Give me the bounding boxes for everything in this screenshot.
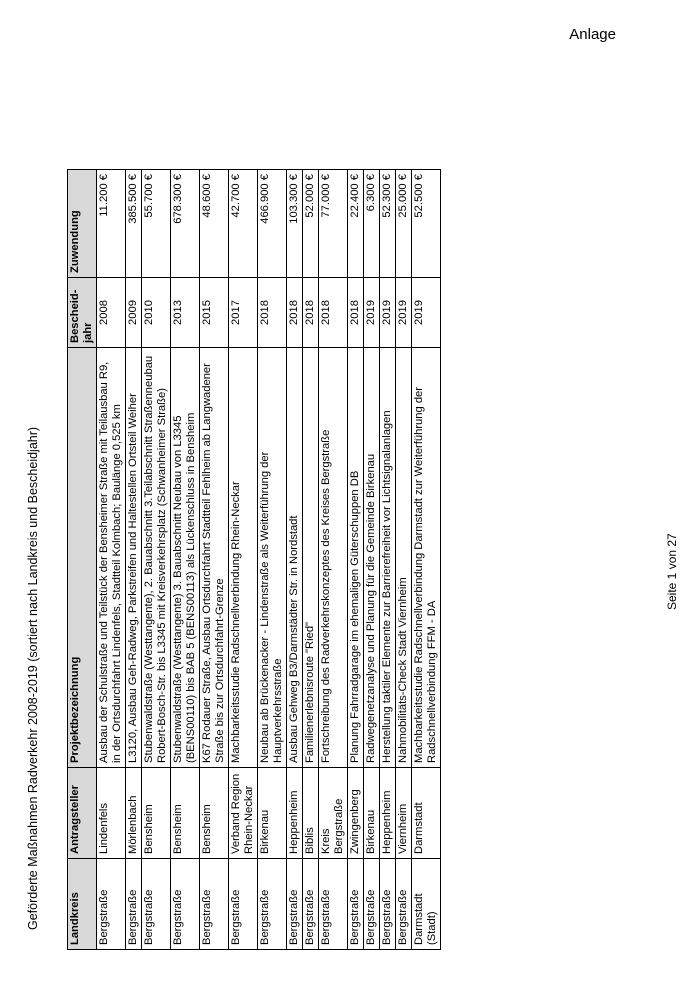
cell-zuwendung: 103.300 € (287, 170, 303, 278)
table-row (287, 170, 303, 950)
cell-landkreis: Bergstraße (142, 859, 171, 950)
table-row (258, 170, 287, 950)
cell-projekt: K67 Rodauer Straße, Ausbau Ortsdurchfahrt Stadtteil Fehlheim ab Langwadener Straße bis zur Ortsdurchfahrt-Grenze (200, 348, 229, 768)
cell-jahr: 2008 (97, 278, 126, 348)
cell-projekt: Machbarkeitsstudie Radschnellverbindung Rhein-Neckar (229, 348, 258, 768)
cell-jahr: 2018 (258, 278, 287, 348)
cell-zuwendung: 466.900 € (258, 170, 287, 278)
cell-landkreis: Bergstraße (319, 859, 348, 950)
cell-jahr: 2010 (142, 278, 171, 348)
table-row (319, 170, 348, 950)
table-row (364, 170, 380, 950)
cell-projekt: Stubenwaldstraße (Westtangente), 2. Bauabschnitt 3.Teilabschnitt Straßenneubau Robert-Bosch-Str. bis L3345 mit Kreisverkehrsplatz (Schwanheimer Straße) (142, 348, 171, 768)
cell-landkreis: Bergstraße (258, 859, 287, 950)
cell-landkreis: Bergstraße (287, 859, 303, 950)
cell-antragsteller: Heppenheim (287, 768, 303, 859)
table-row (348, 170, 364, 950)
cell-jahr: 2018 (303, 278, 319, 348)
cell-projekt: L3120, Ausbau Geh-Radweg, Parkstreifen und Haltestellen Ortsteil Weiher (126, 348, 142, 768)
table-row (412, 170, 441, 950)
cell-landkreis: Bergstraße (200, 859, 229, 950)
cell-jahr: 2019 (380, 278, 396, 348)
cell-antragsteller: Zwingenberg (348, 768, 364, 859)
cell-projekt: Ausbau der Schulstraße und Teilstück der Bensheimer Straße mit Teilausbau R9, in der Ortsdurchfahrt Lindenfels, Stadtteil Kolmbach; Baulänge 0,525 km (97, 348, 126, 768)
cell-jahr: 2009 (126, 278, 142, 348)
cell-zuwendung: 55.700 € (142, 170, 171, 278)
cell-zuwendung: 385.500 € (126, 170, 142, 278)
header-zuwendung: Zuwendung (68, 170, 97, 278)
cell-antragsteller: Bensheim (171, 768, 200, 859)
cell-zuwendung: 25.000 € (396, 170, 412, 278)
cell-zuwendung: 52.500 € (412, 170, 441, 278)
table-row (396, 170, 412, 950)
cell-jahr: 2015 (200, 278, 229, 348)
cell-projekt: Fortschreibung des Radverkehrskonzeptes des Kreises Bergstraße (319, 348, 348, 768)
cell-antragsteller: Bensheim (200, 768, 229, 859)
cell-landkreis: Bergstraße (97, 859, 126, 950)
table-row (200, 170, 229, 950)
cell-antragsteller: Kreis Bergstraße (319, 768, 348, 859)
cell-landkreis: Bergstraße (126, 859, 142, 950)
table-row (380, 170, 396, 950)
cell-zuwendung: 11.200 € (97, 170, 126, 278)
cell-landkreis: Bergstraße (364, 859, 380, 950)
table-caption (26, 400, 40, 930)
cell-projekt: Neubau ab Brückenacker - Lindenstraße als Weiterführung der Hauptverkehrsstraße (258, 348, 287, 768)
page-number (653, 470, 679, 610)
cell-antragsteller: Biblis (303, 768, 319, 859)
header-jahr: Bescheid-jahr (68, 278, 97, 348)
cell-jahr: 2018 (287, 278, 303, 348)
cell-projekt: Machbarkeitsstudie Radschnellverbindung Darmstadt zur Weiterführung der Radschnellverbindung FFM - DA (412, 348, 441, 768)
cell-landkreis: Bergstraße (303, 859, 319, 950)
cell-antragsteller: Heppenheim (380, 768, 396, 859)
cell-antragsteller: Bensheim (142, 768, 171, 859)
cell-antragsteller: Verband Region Rhein-Neckar (229, 768, 258, 859)
cell-zuwendung: 52.000 € (303, 170, 319, 278)
cell-antragsteller: Birkenau (258, 768, 287, 859)
cell-antragsteller: Viernheim (396, 768, 412, 859)
cell-antragsteller: Birkenau (364, 768, 380, 859)
cell-zuwendung: 22.400 € (348, 170, 364, 278)
cell-antragsteller: Lindenfels (97, 768, 126, 859)
table-row (97, 170, 126, 950)
funding-table (67, 169, 441, 950)
table-header-row (68, 170, 97, 950)
cell-jahr: 2018 (319, 278, 348, 348)
cell-landkreis: Bergstraße (171, 859, 200, 950)
cell-zuwendung: 678.300 € (171, 170, 200, 278)
table-row (171, 170, 200, 950)
table-row (303, 170, 319, 950)
annex-label: Anlage (569, 26, 616, 43)
cell-jahr: 2018 (348, 278, 364, 348)
table-caption-text: Geförderte Maßnahmen Radverkehr 2008-2019 (sortiert nach Landkreis und Bescheidjahr) (26, 426, 40, 930)
cell-projekt: Herstellung taktiler Elemente zur Barrierefreiheit vor Lichtsignalanlagen (380, 348, 396, 768)
cell-antragsteller: Darmstadt (412, 768, 441, 859)
page-number-text: Seite 1 von 27 (665, 533, 679, 610)
cell-projekt: Stubenwaldstraße (Westtangente) 3. Bauabschnitt Neubau von L3345 (BENS00110) bis BAB 5 (BENS00113) als Lückenschluss in Bensheim (171, 348, 200, 768)
cell-antragsteller: Mörlenbach (126, 768, 142, 859)
funding-table-wrapper (67, 170, 619, 950)
cell-landkreis: Bergstraße (396, 859, 412, 950)
cell-projekt: Nahmobilitäts-Check Stadt Viernheim (396, 348, 412, 768)
cell-jahr: 2017 (229, 278, 258, 348)
cell-jahr: 2013 (171, 278, 200, 348)
cell-landkreis: Bergstraße (229, 859, 258, 950)
cell-landkreis: Bergstraße (380, 859, 396, 950)
cell-projekt: Ausbau Gehweg B3/Darmstädter Str. in Nordstadt (287, 348, 303, 768)
cell-jahr: 2019 (412, 278, 441, 348)
cell-jahr: 2019 (364, 278, 380, 348)
header-landkreis: Landkreis (68, 859, 97, 950)
cell-jahr: 2019 (396, 278, 412, 348)
cell-zuwendung: 77.000 € (319, 170, 348, 278)
cell-projekt: Familienerlebnisroute "Ried" (303, 348, 319, 768)
cell-projekt: Radwegenetzanalyse und Planung für die Gemeinde Birkenau (364, 348, 380, 768)
table-row (126, 170, 142, 950)
cell-zuwendung: 6.300 € (364, 170, 380, 278)
header-antragsteller: Antragsteller (68, 768, 97, 859)
cell-projekt: Planung Fahrradgarage im ehemaligen Güterschuppen DB (348, 348, 364, 768)
table-row (229, 170, 258, 950)
cell-zuwendung: 42.700 € (229, 170, 258, 278)
header-projekt: Projektbezeichnung (68, 348, 97, 768)
cell-zuwendung: 48.600 € (200, 170, 229, 278)
table-row (142, 170, 171, 950)
cell-zuwendung: 52.300 € (380, 170, 396, 278)
cell-landkreis: Darmstadt (Stadt) (412, 859, 441, 950)
cell-landkreis: Bergstraße (348, 859, 364, 950)
